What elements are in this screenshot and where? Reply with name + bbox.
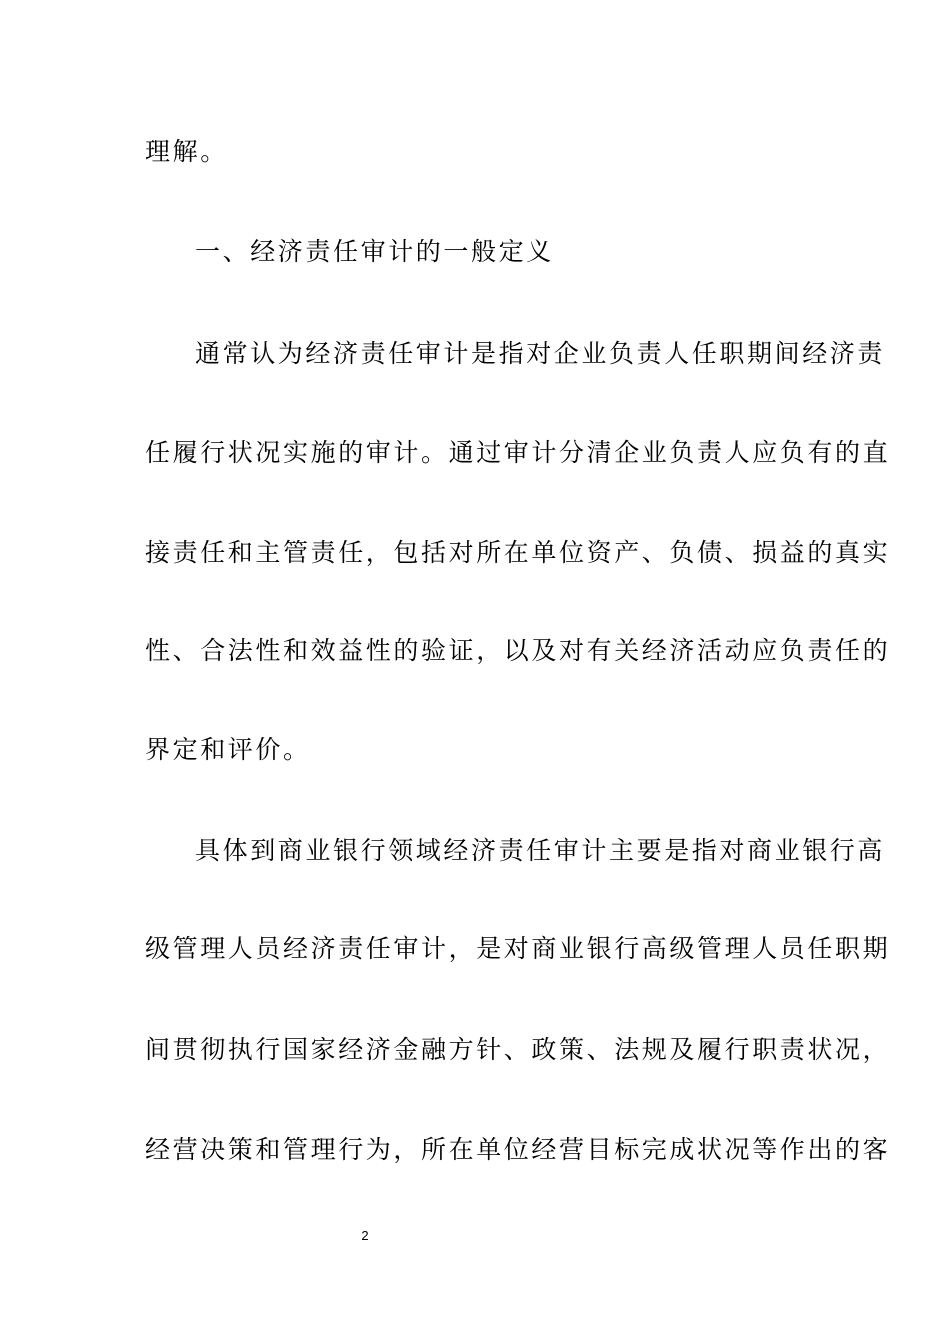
text-line: 界定和评价。 <box>145 735 311 764</box>
text-line: 性、合法性和效益性的验证，以及对有关经济活动应负责任的 <box>145 636 891 665</box>
text-line: 通常认为经济责任审计是指对企业负责人任职期间经济责 <box>195 339 886 368</box>
text-line: 理解。 <box>145 137 228 166</box>
text-line: 任履行状况实施的审计。通过审计分清企业负责人应负有的直 <box>145 438 891 467</box>
text-line: 间贯彻执行国家经济金融方针、政策、法规及履行职责状况， <box>145 1035 891 1064</box>
text-line: 经营决策和管理行为，所在单位经营目标完成状况等作出的客 <box>145 1135 891 1164</box>
page-number: 2 <box>361 1228 369 1243</box>
text-line: 接责任和主管责任，包括对所在单位资产、负债、损益的真实 <box>145 538 891 567</box>
text-line: 级管理人员经济责任审计，是对商业银行高级管理人员任职期 <box>145 934 891 963</box>
section-heading: 一、经济责任审计的一般定义 <box>195 237 554 266</box>
text-line: 具体到商业银行领域经济责任审计主要是指对商业银行高 <box>195 836 886 865</box>
